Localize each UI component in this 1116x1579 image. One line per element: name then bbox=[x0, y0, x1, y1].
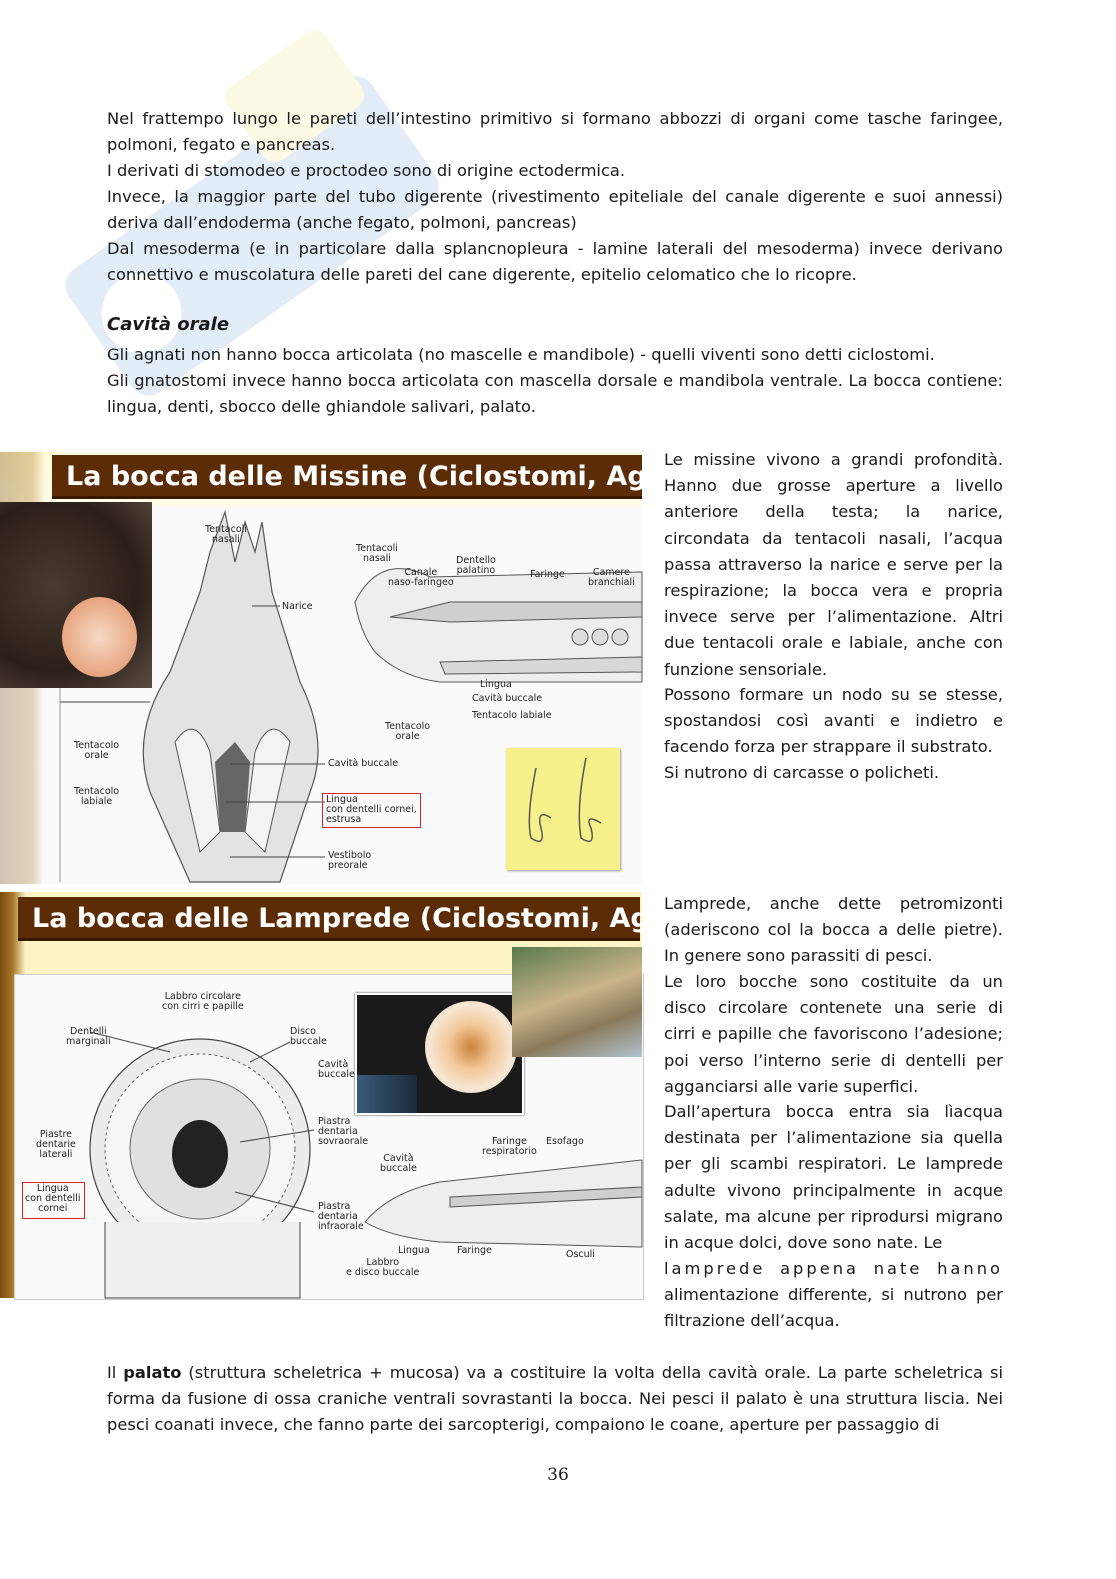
hagfish-mouth bbox=[62, 597, 137, 677]
label-camere-branchiali: Camere branchiali bbox=[588, 567, 635, 588]
lamprey-fish-photo bbox=[512, 947, 642, 1057]
label-tentacolo-orale-side: Tentacolo orale bbox=[385, 721, 431, 742]
label-dentelli-marginali: Dentelli marginali bbox=[66, 1026, 111, 1047]
label-tentacoli-nasali: Tentacoli nasali bbox=[205, 524, 247, 545]
label-vestibolo: Vestibolo preorale bbox=[328, 850, 372, 871]
intro-paragraph-3: Invece, la maggior parte del tubo digerente (rivestimento epiteliale del canale digerente e suoi annessi) deriva dall’endoderma (anche fegato, polmoni, pancreas) bbox=[107, 187, 1003, 233]
lamprey-disc bbox=[425, 1001, 517, 1093]
label-faringe-lamprey: Faringe bbox=[457, 1245, 492, 1256]
label-lingua-dentelli: Lingua con dentelli cornei, estrusa bbox=[326, 794, 417, 825]
label-disco-buccale: Disco buccale bbox=[290, 1026, 327, 1047]
label-labbro-disco: Labbro e disco buccale bbox=[346, 1257, 420, 1278]
lamprede-paragraph-3-end: alimentazione differente, si nutrono per filtrazione dell’acqua. bbox=[664, 1285, 1003, 1331]
page-number: 36 bbox=[547, 1465, 569, 1485]
lamprede-paragraph-3-spaced-line: lamprede appena nate hanno bbox=[664, 1259, 1003, 1278]
figure-lamprede bbox=[0, 892, 722, 1298]
label-piastra-infraorale: Piastra dentaria infraorale bbox=[318, 1201, 364, 1232]
figure-missine-title: La bocca delle Missine (Ciclostomi, Agnati) bbox=[52, 455, 642, 499]
intro-paragraph-2: I derivati di stomodeo e proctodeo sono di origine ectodermica. bbox=[107, 161, 626, 180]
label-faringe: Faringe bbox=[530, 569, 565, 580]
label-piastre-laterali: Piastre dentarie laterali bbox=[36, 1129, 76, 1160]
section-heading: Cavità orale bbox=[107, 314, 230, 335]
label-tentacoli-nasali-side: Tentacoli nasali bbox=[356, 543, 398, 564]
intro-paragraph-4: Dal mesoderma (e in particolare dalla splancnopleura - lamine laterali del mesoderma) invece derivano connettivo e muscolatura delle pareti del cane digerente, epitelio celomatico che lo ricopre. bbox=[107, 239, 1003, 285]
section-paragraph-1: Gli agnati non hanno bocca articolata (no mascelle e mandibole) - quelli viventi sono detti ciclostomi. bbox=[107, 345, 935, 364]
label-piastra-sovraorale: Piastra dentaria sovraorale bbox=[318, 1116, 369, 1147]
label-faringe-respiratorio: Faringe respiratorio bbox=[482, 1136, 537, 1157]
lamprey-mouth-photo bbox=[355, 993, 524, 1115]
label-cavita-buccale: Cavità buccale bbox=[328, 758, 399, 769]
label-cavita-buccale-disc: Cavità buccale bbox=[318, 1059, 355, 1080]
hagfish-photo bbox=[0, 502, 152, 688]
knot-sketch-note bbox=[506, 748, 620, 870]
missine-paragraph-2: Possono formare un nodo su se stesse, spostandosi così avanti e indietro e facendo forza per strappare il substrato. bbox=[664, 685, 1003, 757]
label-labbro-circolare: Labbro circolare con cirri e papille bbox=[162, 991, 244, 1012]
label-tentacolo-labiale-side: Tentacolo labiale bbox=[472, 710, 552, 721]
palato-text: (struttura scheletrica + mucosa) va a costituire la volta della cavità orale. La parte scheletrica si forma da fusione di ossa craniche ventrali sovrastanti la bocca. Nei pesci il palato è una struttura liscia. Nei pesci coanati invece, che fanno parte dei sarcopterigi, compaiono le coane, aperture per passaggio di bbox=[107, 1363, 1003, 1435]
lamprede-paragraph-3: Dall’apertura bocca entra sia lìacqua destinata per l’alimentazione sia quella per gli scambi respiratori. Le lamprede adulte vivono principalmente in acque salate, ma alcune per riprodursi migrano in acque dolci, dove sono nate. Le bbox=[664, 1102, 1003, 1253]
missine-paragraph-1: Le missine vivono a grandi profondità. Hanno due grosse aperture a livello anteriore della testa; la narice, circondata da tentacoli nasali, l’acqua passa attraverso la narice e serve per la respirazione; la bocca vera e propria invece serve per l’alimentazione. Altri due tentacoli orale e labiale, anche con funzione sensoriale. bbox=[664, 450, 1003, 679]
label-canale-naso-faringeo: Canale naso-faringeo bbox=[388, 567, 454, 588]
label-lingua: Lingua bbox=[480, 679, 512, 690]
label-lingua-dentelli-lamprey: Lingua con dentelli cornei bbox=[25, 1183, 81, 1214]
palato-paragraph bbox=[107, 1360, 1003, 1439]
intro-paragraph-1: Nel frattempo lungo le pareti dell’intestino primitivo si formano abbozzi di organi come tasche faringee, polmoni, fegato e pancreas. bbox=[107, 109, 1003, 155]
label-cavita-buccale-side: Cavità buccale bbox=[472, 693, 543, 704]
lamprede-paragraph-2: Le loro bocche sono costituite da un disco circolare contenete una serie di cirri e papille che favoriscono l’adesione; poi verso l’interno serie di dentelli per agganciarsi alle varie superfici. bbox=[664, 972, 1003, 1096]
label-tentacolo-labiale: Tentacolo labiale bbox=[74, 786, 120, 807]
label-narice: Narice bbox=[282, 601, 313, 612]
label-tentacolo-orale: Tentacolo orale bbox=[74, 740, 120, 761]
palato-term: palato bbox=[123, 1363, 182, 1382]
label-lingua-lamprey: Lingua bbox=[398, 1245, 430, 1256]
figure-lamprede-title: La bocca delle Lamprede (Ciclostomi, Agnati) bbox=[18, 897, 640, 941]
label-cavita-buccale-side: Cavità buccale bbox=[380, 1153, 417, 1174]
missine-paragraph-3: Si nutrono di carcasse o policheti. bbox=[664, 763, 940, 782]
label-esofago: Esofago bbox=[546, 1136, 584, 1147]
lamprede-paragraph-1: Lamprede, anche dette petromizonti (aderiscono col la bocca a delle pietre). In genere sono parassiti di pesci. bbox=[664, 894, 1003, 966]
palato-prefix: Il bbox=[107, 1363, 124, 1382]
section-paragraph-2: Gli gnatostomi invece hanno bocca articolata con mascella dorsale e mandibola ventrale. La bocca contiene: lingua, denti, sbocco delle ghiandole salivari, palato. bbox=[107, 371, 1003, 417]
figure-missine bbox=[0, 452, 719, 884]
label-osculi: Osculi bbox=[566, 1249, 595, 1260]
label-dentello-palatino: Dentello palatino bbox=[456, 555, 496, 576]
